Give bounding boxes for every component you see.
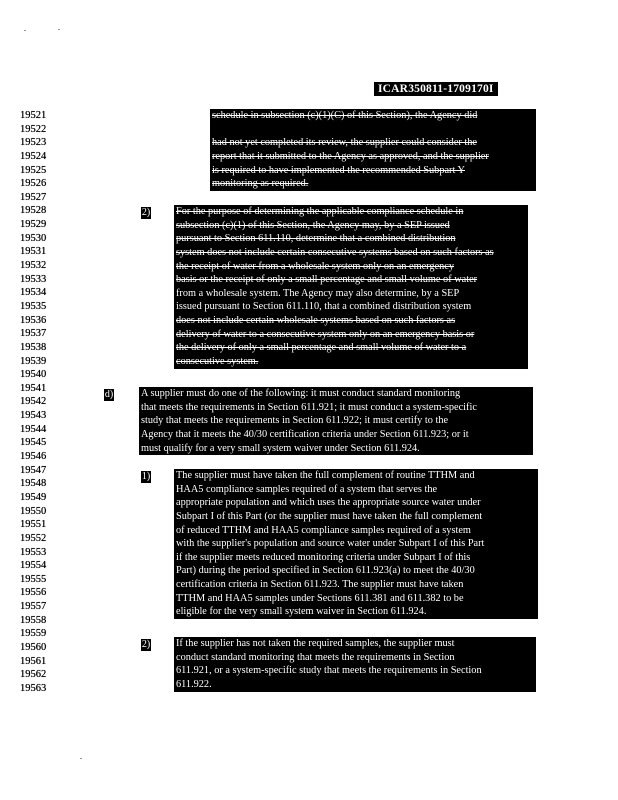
line-number: 19556	[20, 587, 47, 599]
text-line: with the supplier's population and source water under Subpart I of this Part	[176, 538, 485, 550]
item-d2-block	[174, 637, 536, 692]
text-line: that meets the requirements in Section 611.921; it must conduct a system-specific	[141, 401, 477, 413]
text-line: subsection (c)(1) of this Section, the Agency may, by a SEP issued	[176, 219, 450, 231]
text-line: The supplier must have taken the full complement of routine TTHM and	[176, 470, 475, 481]
line-number: 19521	[20, 110, 47, 121]
text-line: For the purpose of determining the applicable compliance schedule in	[176, 206, 464, 217]
line-number: 19524	[20, 150, 47, 162]
line-number: 19548	[20, 478, 47, 490]
line-number: 19539	[20, 355, 47, 367]
document-header-code: ICAR350811-1709170I	[374, 82, 498, 96]
text-line	[212, 123, 534, 137]
line-number: 19536	[20, 314, 47, 326]
item-marker: d)	[104, 389, 114, 400]
line-number: 19561	[20, 655, 47, 667]
text-line: TTHM and HAA5 samples under Sections 611.381 and 611.382 to be	[176, 592, 464, 604]
text-line: does not include certain wholesale systems based on such factors as	[176, 315, 456, 327]
text-line: Agency that it meets the 40/30 certification criteria under Section 611.923; or it	[141, 428, 469, 440]
text-line: the delivery of only a small percentage and small volume of water to a	[176, 342, 467, 354]
line-number: 19547	[20, 464, 47, 476]
line-number: 19546	[20, 451, 47, 463]
line-number: 19528	[20, 205, 47, 217]
text-line: certification criteria in Section 611.923. The supplier must have taken	[176, 579, 464, 591]
text-line: report that it submitted to the Agency as approved, and the supplier	[212, 150, 489, 162]
text-line: study that meets the requirements in Section 611.922; it must certify to the	[141, 415, 449, 427]
line-number-column	[20, 109, 52, 696]
item-marker: 1)	[141, 471, 151, 482]
text-line: from a wholesale system. The Agency may also determine, by a SEP	[176, 287, 460, 299]
text-line: If the supplier has not taken the required samples, the supplier must	[176, 638, 455, 649]
line-number: 19523	[20, 137, 47, 149]
item-d-block	[139, 387, 533, 455]
scan-speck	[80, 758, 82, 759]
line-number: 19526	[20, 178, 47, 190]
item-marker: 2)	[141, 639, 151, 650]
text-line: of reduced TTHM and HAA5 compliance samples required of a system	[176, 524, 471, 536]
line-number: 19535	[20, 300, 47, 312]
line-number: 19555	[20, 573, 47, 585]
line-number: 19527	[20, 191, 47, 203]
line-number: 19549	[20, 491, 47, 503]
continuation-block	[210, 109, 536, 191]
text-line: the receipt of water from a wholesale system only on an emergency	[176, 260, 455, 272]
text-line: Subpart I of this Part (or the supplier must have taken the full complement	[176, 510, 483, 522]
line-number: 19558	[20, 614, 47, 626]
line-number: 19550	[20, 505, 47, 517]
line-number: 19533	[20, 273, 47, 285]
text-line: monitoring as required.	[212, 178, 309, 190]
line-number: 19560	[20, 641, 47, 653]
line-number: 19532	[20, 260, 47, 272]
line-number: 19557	[20, 601, 47, 613]
line-number: 19551	[20, 519, 47, 531]
line-number: 19559	[20, 628, 47, 640]
line-number: 19554	[20, 560, 47, 572]
line-number: 19538	[20, 341, 47, 353]
text-line: 611.921, or a system-specific study that meets the requirements in Section	[176, 665, 482, 677]
line-number: 19544	[20, 423, 47, 435]
text-line: system does not include certain consecutive systems based on such factors as	[176, 246, 494, 258]
line-number: 19525	[20, 164, 47, 176]
line-number: 19522	[20, 123, 47, 135]
text-line: delivery of water to a consecutive system only on an emergency basis or	[176, 328, 475, 340]
text-line: if the supplier meets reduced monitoring criteria under Subpart I of this	[176, 551, 471, 563]
text-line: conduct standard monitoring that meets the requirements in Section	[176, 651, 455, 663]
text-line: basis or the receipt of only a small percentage and small volume of water	[176, 274, 478, 286]
line-number: 19540	[20, 369, 47, 381]
line-number: 19542	[20, 396, 47, 408]
text-line: issued pursuant to Section 611.110, that a combined distribution system	[176, 301, 472, 313]
scan-speck	[58, 29, 60, 30]
item-marker: 2)	[141, 207, 151, 218]
item-c2-block	[174, 205, 528, 369]
line-number: 19530	[20, 232, 47, 244]
text-line: eligible for the very small system waiver in Section 611.924.	[176, 606, 427, 618]
line-number: 19545	[20, 437, 47, 449]
line-number: 19563	[20, 682, 47, 694]
text-line: is required to have implemented the recommended Subpart Y	[212, 164, 465, 176]
line-number: 19531	[20, 246, 47, 258]
text-line: A supplier must do one of the following: it must conduct standard monitoring	[141, 388, 461, 399]
line-number: 19534	[20, 287, 47, 299]
text-line: schedule in subsection (c)(1)(C) of this Section), the Agency did	[212, 110, 478, 121]
text-line: HAA5 compliance samples required of a system that serves the	[176, 483, 438, 495]
line-number: 19537	[20, 328, 47, 340]
line-number: 19552	[20, 532, 47, 544]
text-line: Part) during the period specified in Section 611.923(a) to meet the 40/30	[176, 565, 475, 577]
text-line: must qualify for a very small system waiver under Section 611.924.	[141, 442, 420, 454]
text-line: had not yet completed its review, the supplier could consider the	[212, 137, 477, 149]
line-number: 19529	[20, 219, 47, 231]
line-number: 19541	[20, 382, 47, 394]
text-line: 611.922.	[176, 678, 212, 690]
item-d1-block	[174, 469, 538, 619]
line-number: 19562	[20, 669, 47, 681]
text-line: consecutive system.	[176, 356, 259, 368]
text-line: pursuant to Section 611.110, determine that a combined distribution	[176, 233, 456, 245]
line-number: 19543	[20, 410, 47, 422]
scan-speck	[24, 30, 26, 31]
text-line: appropriate population and which uses the appropriate source water under	[176, 497, 481, 509]
line-number: 19553	[20, 546, 47, 558]
